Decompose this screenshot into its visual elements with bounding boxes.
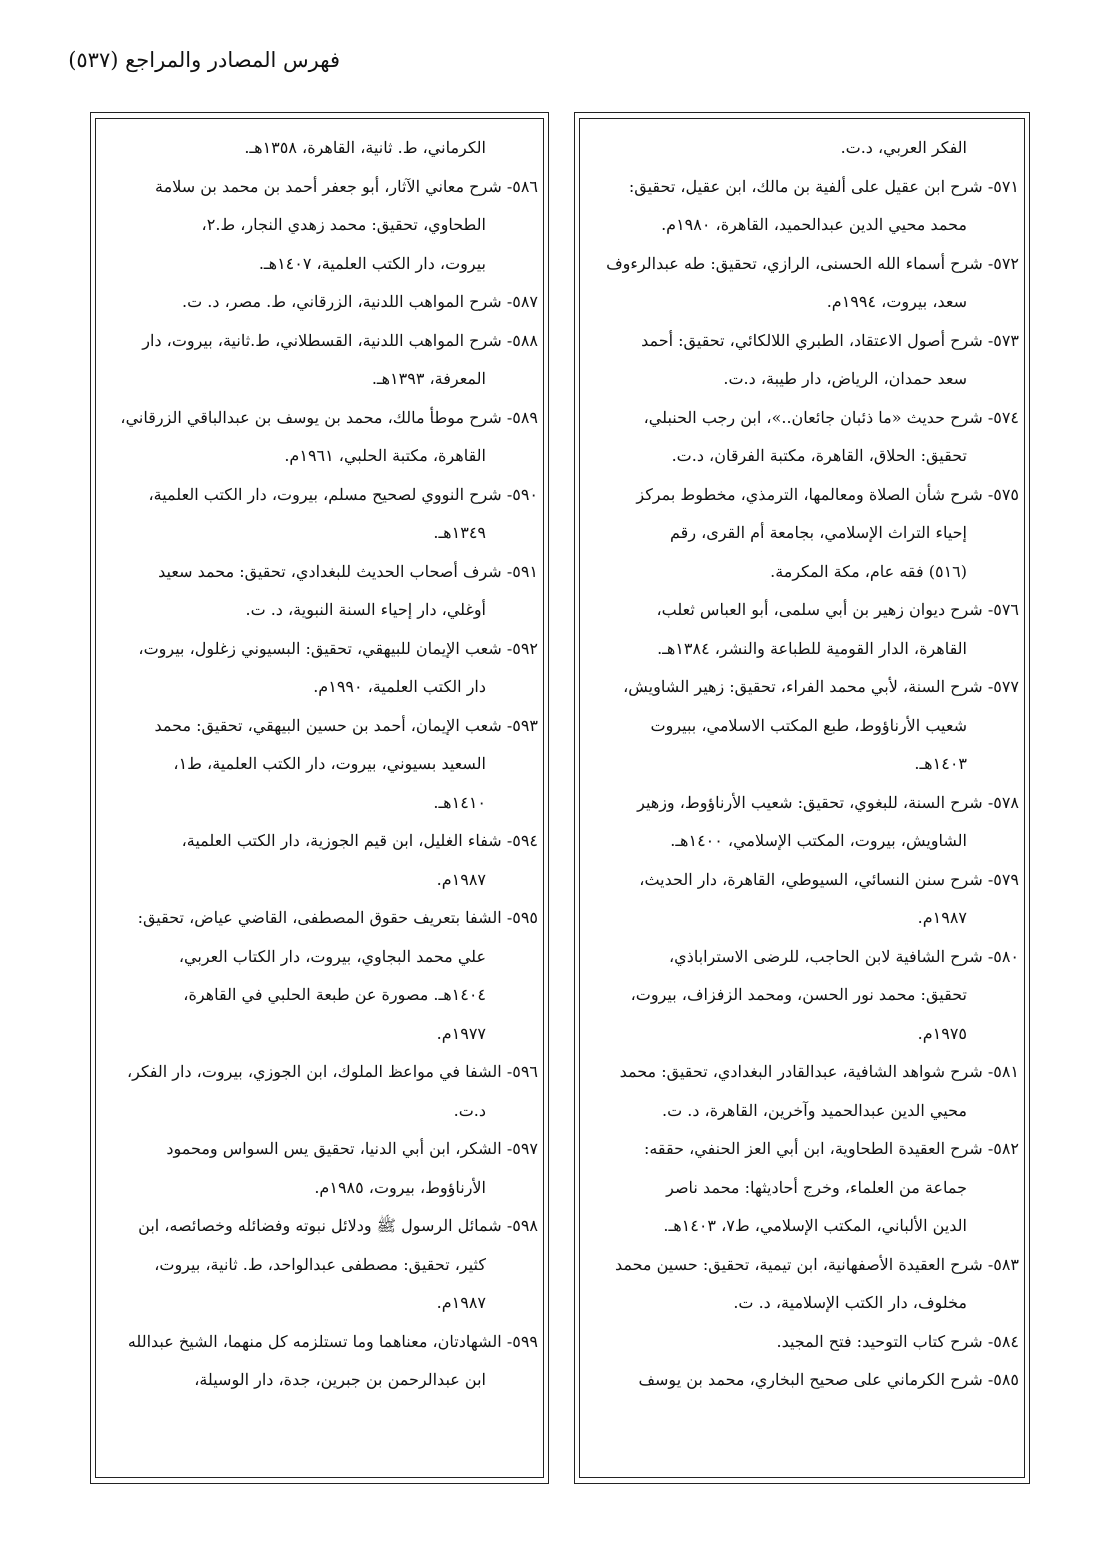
bibliography-line bbox=[101, 1361, 538, 1400]
bibliography-line bbox=[101, 707, 538, 746]
bibliography-line bbox=[101, 938, 538, 977]
entry-text: ١٤١٠هـ. bbox=[433, 792, 486, 812]
entry-text: ١٩٨٧م. bbox=[436, 869, 486, 889]
bibliography-line bbox=[101, 245, 538, 284]
bibliography-line bbox=[585, 553, 1019, 592]
entry-text: ١٩٨٧م. bbox=[917, 908, 967, 927]
entry-text: القاهرة، مكتبة الحلبي، ١٩٦١م. bbox=[284, 446, 486, 465]
right-column bbox=[574, 112, 1030, 1484]
entry-text: شرح معاني الآثار، أبو جعفر أحمد بن محمد بن سلامة bbox=[155, 176, 502, 196]
entry-number: ٥٧١- bbox=[987, 176, 1019, 196]
entry-text: شرح حديث «ما ذئبان جائعان..»، ابن رجب الحنبلي، bbox=[643, 407, 983, 427]
entry-text: علي محمد البجاوي، بيروت، دار الكتاب العربي، bbox=[178, 946, 486, 966]
entry-text: السعيد بسيوني، بيروت، دار الكتب العلمية، ط١، bbox=[173, 754, 486, 773]
entry-text: شرح الشافية لابن الحاجب، للرضى الاستراباذي، bbox=[669, 946, 983, 966]
bibliography-line bbox=[585, 707, 1019, 746]
bibliography-line bbox=[585, 1092, 1019, 1131]
bibliography-line bbox=[585, 976, 1019, 1015]
bibliography-line bbox=[585, 668, 1019, 707]
entry-text: شرح سنن النسائي، السيوطي، القاهرة، دار الحديث، bbox=[639, 869, 983, 889]
bibliography-line bbox=[101, 630, 538, 669]
bibliography-line bbox=[585, 745, 1019, 784]
entry-text: محيي الدين عبدالحميد وآخرين، القاهرة، د. ت. bbox=[662, 1100, 967, 1120]
bibliography-line bbox=[585, 630, 1019, 669]
bibliography-line bbox=[101, 476, 538, 515]
entry-text: ابن عبدالرحمن بن جبرين، جدة، دار الوسيلة، bbox=[194, 1370, 486, 1389]
entry-number: ٥٨٠- bbox=[987, 946, 1019, 966]
entry-text: الأرناؤوط، بيروت، ١٩٨٥م. bbox=[314, 1177, 486, 1197]
bibliography-line bbox=[101, 514, 538, 553]
bibliography-line bbox=[585, 476, 1019, 515]
entry-text: شرح موطأ مالك، محمد بن يوسف بن عبدالباقي الزرقاني، bbox=[120, 407, 502, 427]
entry-text: الطحاوي، تحقيق: محمد زهدي النجار، ط.٢، bbox=[201, 215, 486, 234]
entry-text: شفاء الغليل، ابن قيم الجوزية، دار الكتب العلمية، bbox=[181, 831, 502, 850]
entry-text: الشكر، ابن أبي الدنيا، تحقيق يس السواس ومحمود bbox=[166, 1139, 502, 1158]
bibliography-line bbox=[585, 206, 1019, 245]
entry-text: شرح الكرماني على صحيح البخاري، محمد بن يوسف bbox=[638, 1370, 983, 1389]
bibliography-line bbox=[101, 1092, 538, 1131]
entry-text: ١٤٠٤هـ. مصورة عن طبعة الحلبي في القاهرة، bbox=[183, 985, 486, 1004]
entry-number: ٥٧٧- bbox=[987, 677, 1019, 696]
entry-number: ٥٧٢- bbox=[987, 253, 1019, 273]
bibliography-line bbox=[585, 861, 1019, 900]
bibliography-line bbox=[585, 1323, 1019, 1362]
entry-text: الدين الألباني، المكتب الإسلامي، ط٧، ١٤٠٣هـ. bbox=[663, 1216, 967, 1235]
entry-text: ١٩٧٥م. bbox=[917, 1023, 967, 1043]
entry-text: شعب الإيمان للبيهقي، تحقيق: البسيوني زغلول، بيروت، bbox=[138, 638, 502, 658]
bibliography-line bbox=[585, 1361, 1019, 1400]
entry-text: شرح العقيدة الأصفهانية، ابن تيمية، تحقيق: حسين محمد bbox=[614, 1254, 983, 1274]
page-header bbox=[68, 42, 340, 82]
entry-text: أوغلي، دار إحياء السنة النبوية، د. ت. bbox=[245, 600, 486, 619]
entry-text: تحقيق: محمد نور الحسن، ومحمد الزفزاف، بيروت، bbox=[630, 985, 967, 1004]
entry-text: شرح أسماء الله الحسنى، الرازي، تحقيق: طه عبدالرءوف bbox=[606, 253, 983, 273]
entry-text: شرف أصحاب الحديث للبغدادي، تحقيق: محمد سعيد bbox=[158, 561, 502, 581]
entry-text: تحقيق: الحلاق، القاهرة، مكتبة الفرقان، د.ت. bbox=[671, 446, 967, 465]
entry-number: ٥٩٧- bbox=[506, 1139, 538, 1158]
entry-text: محمد محيي الدين عبدالحميد، القاهرة، ١٩٨٠م. bbox=[661, 215, 967, 234]
page-title: فهرس المصادر والمراجع bbox=[125, 48, 340, 72]
bibliography-line bbox=[585, 1207, 1019, 1246]
entry-text: شرح السنة، لأبي محمد الفراء، تحقيق: زهير الشاويش، bbox=[623, 677, 983, 696]
entry-number: ٥٧٩- bbox=[987, 869, 1019, 889]
bibliography-line bbox=[101, 1323, 538, 1362]
bibliography-line bbox=[101, 1246, 538, 1285]
entry-text: إحياء التراث الإسلامي، بجامعة أم القرى، رقم bbox=[670, 523, 967, 542]
left-column bbox=[90, 112, 549, 1484]
bibliography-line bbox=[101, 1015, 538, 1054]
entry-number: ٥٧٥- bbox=[987, 484, 1019, 504]
bibliography-line bbox=[585, 1053, 1019, 1092]
entry-text: الكرماني، ط. ثانية، القاهرة، ١٣٥٨هـ. bbox=[244, 138, 486, 157]
entry-text: المعرفة، ١٣٩٣هـ. bbox=[371, 369, 486, 388]
entry-number: ٥٩١- bbox=[506, 561, 538, 581]
entry-text: شرح العقيدة الطحاوية، ابن أبي العز الحنفي، حققه: bbox=[643, 1139, 983, 1158]
bibliography-line bbox=[101, 129, 538, 168]
bibliography-line bbox=[585, 1015, 1019, 1054]
bibliography-line bbox=[585, 1246, 1019, 1285]
bibliography-line bbox=[101, 283, 538, 322]
bibliography-line bbox=[585, 360, 1019, 399]
bibliography-line bbox=[585, 514, 1019, 553]
entry-number: ٥٧٤- bbox=[987, 407, 1019, 427]
bibliography-line bbox=[585, 822, 1019, 861]
bibliography-line bbox=[101, 899, 538, 938]
entry-text: شرح أصول الاعتقاد، الطبري اللالكائي، تحقيق: أحمد bbox=[641, 330, 983, 350]
bibliography-line bbox=[101, 745, 538, 784]
bibliography-line bbox=[101, 1284, 538, 1323]
bibliography-line bbox=[101, 668, 538, 707]
entry-number: ٥٩٠- bbox=[506, 484, 538, 504]
bibliography-line bbox=[585, 129, 1019, 168]
entry-text: شرح شأن الصلاة ومعالمها، الترمذي، مخطوط بمركز bbox=[636, 484, 983, 504]
entry-text: ١٩٧٧م. bbox=[436, 1023, 486, 1043]
entry-text: شرح المواهب اللدنية، القسطلاني، ط.ثانية، بيروت، دار bbox=[142, 330, 502, 350]
bibliography-line bbox=[585, 245, 1019, 284]
entry-text: مخلوف، دار الكتب الإسلامية، د. ت. bbox=[733, 1293, 967, 1312]
bibliography-line bbox=[101, 861, 538, 900]
entry-text: الشهادتان، معناهما وما تستلزمه كل منهما، الشيخ عبدالله bbox=[127, 1331, 502, 1351]
bibliography-line bbox=[101, 784, 538, 823]
entry-number: ٥٨٩- bbox=[506, 407, 538, 427]
entry-number: ٥٩٢- bbox=[506, 638, 538, 658]
entry-text: الفكر العربي، د.ت. bbox=[840, 138, 967, 157]
entry-text: الشفا بتعريف حقوق المصطفى، القاضي عياض، تحقيق: bbox=[137, 908, 502, 927]
bibliography-line bbox=[101, 322, 538, 361]
bibliography-line bbox=[101, 822, 538, 861]
page-number: (٥٣٧) bbox=[68, 48, 119, 72]
entry-text: شرح النووي لصحيح مسلم، بيروت، دار الكتب العلمية، bbox=[148, 484, 502, 504]
entry-text: القاهرة، الدار القومية للطباعة والنشر، ١٣٨٤هـ. bbox=[657, 638, 967, 658]
bibliography-line bbox=[101, 1130, 538, 1169]
entry-number: ٥٩٤- bbox=[506, 831, 538, 850]
entry-number: ٥٨٤- bbox=[987, 1331, 1019, 1351]
bibliography-line bbox=[585, 437, 1019, 476]
entry-number: ٥٨١- bbox=[987, 1062, 1019, 1081]
bibliography-line bbox=[585, 899, 1019, 938]
left-column-entries bbox=[101, 129, 538, 1400]
bibliography-line bbox=[101, 437, 538, 476]
entry-text: بيروت، دار الكتب العلمية، ١٤٠٧هـ. bbox=[258, 253, 486, 273]
entry-text: ١٩٨٧م. bbox=[436, 1293, 486, 1312]
entry-text: شمائل الرسول ﷺ ودلائل نبوته وفضائله وخصائصه، ابن bbox=[138, 1216, 502, 1235]
bibliography-line bbox=[585, 938, 1019, 977]
bibliography-line bbox=[585, 1130, 1019, 1169]
entry-text: شرح السنة، للبغوي، تحقيق: شعيب الأرناؤوط، وزهير bbox=[637, 792, 983, 812]
entry-number: ٥٩٩- bbox=[506, 1331, 538, 1351]
bibliography-line bbox=[585, 322, 1019, 361]
entry-text: (٥١٦) فقه عام، مكة المكرمة. bbox=[770, 561, 967, 581]
entry-text: شرح شواهد الشافية، عبدالقادر البغدادي، تحقيق: محمد bbox=[619, 1062, 983, 1081]
entry-text: سعد حمدان، الرياض، دار طيبة، د.ت. bbox=[723, 369, 967, 388]
bibliography-line bbox=[585, 168, 1019, 207]
entry-text: شرح ابن عقيل على ألفية بن مالك، ابن عقيل، تحقيق: bbox=[628, 176, 983, 196]
entry-text: سعد، بيروت، ١٩٩٤م. bbox=[826, 292, 967, 311]
entry-number: ٥٨٦- bbox=[506, 176, 538, 196]
bibliography-line bbox=[101, 976, 538, 1015]
bibliography-line bbox=[101, 1053, 538, 1092]
entry-number: ٥٨٨- bbox=[506, 330, 538, 350]
right-column-entries bbox=[585, 129, 1019, 1400]
bibliography-line bbox=[101, 591, 538, 630]
bibliography-line bbox=[101, 1207, 538, 1246]
bibliography-line bbox=[585, 591, 1019, 630]
entry-text: الشاويش، بيروت، المكتب الإسلامي، ١٤٠٠هـ. bbox=[670, 831, 967, 850]
entry-text: كثير، تحقيق: مصطفى عبدالواحد، ط. ثانية، بيروت، bbox=[154, 1254, 486, 1274]
entry-text: ١٣٤٩هـ. bbox=[433, 523, 486, 542]
bibliography-line bbox=[585, 1284, 1019, 1323]
entry-number: ٥٨٥- bbox=[987, 1370, 1019, 1389]
entry-text: شعيب الأرناؤوط، طبع المكتب الاسلامي، ببيروت bbox=[650, 715, 967, 735]
bibliography-line bbox=[101, 553, 538, 592]
bibliography-line bbox=[101, 168, 538, 207]
entry-number: ٥٨٢- bbox=[987, 1139, 1019, 1158]
entry-text: الشفا في مواعظ الملوك، ابن الجوزي، بيروت، دار الفكر، bbox=[126, 1062, 502, 1081]
entry-text: شرح كتاب التوحيد: فتح المجيد. bbox=[776, 1331, 983, 1351]
entry-text: ١٤٠٣هـ. bbox=[914, 754, 967, 773]
entry-text: جماعة من العلماء، وخرج أحاديثها: محمد ناصر bbox=[666, 1177, 967, 1197]
bibliography-line bbox=[101, 360, 538, 399]
entry-number: ٥٩٣- bbox=[506, 715, 538, 735]
entry-text: شرح المواهب اللدنية، الزرقاني، ط. مصر، د. ت. bbox=[182, 292, 502, 311]
entry-number: ٥٩٥- bbox=[506, 908, 538, 927]
entry-number: ٥٧٦- bbox=[987, 600, 1019, 619]
bibliography-line bbox=[585, 283, 1019, 322]
entry-text: شرح ديوان زهير بن أبي سلمى، أبو العباس ثعلب، bbox=[656, 600, 983, 619]
bibliography-line bbox=[101, 1169, 538, 1208]
entry-number: ٥٧٨- bbox=[987, 792, 1019, 812]
entry-number: ٥٩٨- bbox=[506, 1216, 538, 1235]
entry-text: شعب الإيمان، أحمد بن حسين البيهقي، تحقيق: محمد bbox=[154, 715, 502, 735]
bibliography-line bbox=[585, 399, 1019, 438]
entry-number: ٥٨٧- bbox=[506, 292, 538, 311]
entry-text: دار الكتب العلمية، ١٩٩٠م. bbox=[313, 677, 486, 696]
entry-text: د.ت. bbox=[453, 1100, 486, 1120]
entry-number: ٥٧٣- bbox=[987, 330, 1019, 350]
entry-number: ٥٩٦- bbox=[506, 1062, 538, 1081]
bibliography-line bbox=[101, 399, 538, 438]
bibliography-line bbox=[101, 206, 538, 245]
bibliography-line bbox=[585, 1169, 1019, 1208]
bibliography-line bbox=[585, 784, 1019, 823]
entry-number: ٥٨٣- bbox=[987, 1254, 1019, 1274]
